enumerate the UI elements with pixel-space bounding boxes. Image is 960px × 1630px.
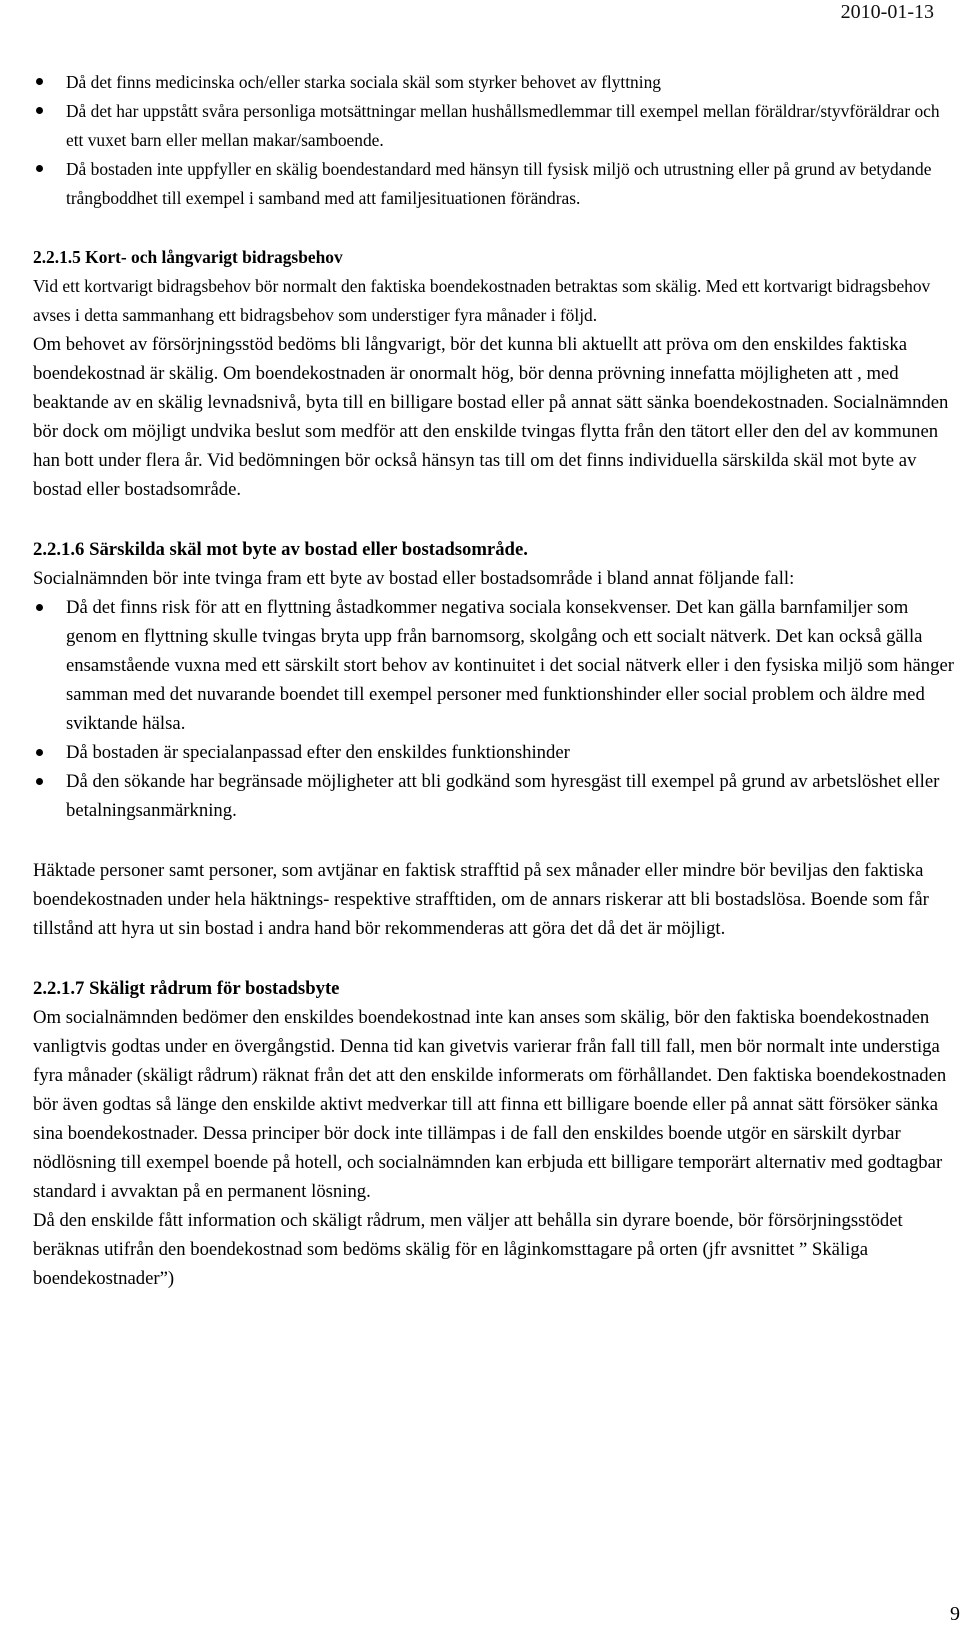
section-heading-2215: 2.2.1.5 Kort- och långvarigt bidragsbehov [33,247,343,267]
list-item: Då det finns medicinska och/eller starka sociala skäl som styrker behovet av flyttning [33,68,960,97]
list-item: Då bostaden inte uppfyller en skälig boendestandard med hänsyn till fysisk miljö och utrustning eller på grund av betydande trångboddhet till exempel i samband med att familjesituationen förändras. [33,155,960,213]
list-item: Då det finns risk för att en flyttning åstadkommer negativa sociala konsekvenser. Det kan gälla barnfamiljer som genom en flyttning skulle tvingas bryta upp från barnomsorg, skolgång och ett socialt nätverk. Det kan också gälla ensamstående vuxna med ett särskilt stort behov av kontinuitet i det social nätverk eller i den fysiska miljö som hänger samman med det nuvarande boendet till exempel personer med funktionshinder eller social problem och äldre med sviktande hälsa. [33,593,960,738]
list-item: Då den sökande har begränsade möjligheter att bli godkänd som hyresgäst till exempel på grund av arbetslöshet eller betalningsanmärkning. [33,767,960,825]
paragraph: Då den enskilde fått information och skäligt rådrum, men väljer att behålla sin dyrare boende, bör försörjningsstödet beräknas utifrån den boendekostnad som bedöms skälig för en låginkomsttagare på orten (jfr avsnittet ” Skäliga boendekostnader”) [33,1210,903,1289]
section-heading-2216: 2.2.1.6 Särskilda skäl mot byte av bostad eller bostadsområde. [33,539,528,560]
paragraph: Om socialnämnden bedömer den enskildes boendekostnad inte kan anses som skälig, bör den faktiska boendekostnaden vanligtvis godtas under en övergångstid. Denna tid kan givetvis varierar från fall till fall, men bör normalt inte understiga fyra månader (skäligt rådrum) räknat från det att den enskilde informerats om förhållandet. Den faktiska boendekostnaden bör även godtas så länge den enskilde aktivt medverkar till att finna ett billigare boende eller på annat sätt försöker sänka sina boendekostnader. Dessa principer bör dock inte tillämpas i de fall den enskildes boende utgör en särskilt dyrbar nödlösning till exempel boende på hotell, och socialnämnden kan erbjuda ett billigare temporärt alternativ med godtagbar standard i avvaktan på en permanent lösning. [33,1007,947,1202]
section-heading-2217: 2.2.1.7 Skäligt rådrum för bostadsbyte [33,978,340,999]
bullet-list [33,593,960,825]
list-item: Då det har uppstått svåra personliga motsättningar mellan hushållsmedlemmar till exempel mellan föräldrar/styvföräldrar och ett vuxet barn eller mellan makar/samboende. [33,97,960,155]
paragraph: Socialnämnden bör inte tvinga fram ett byte av bostad eller bostadsområde i bland annat följande fall: [33,568,795,589]
paragraph: Vid ett kortvarigt bidragsbehov bör normalt den faktiska boendekostnaden betraktas som skälig. Med ett kortvarigt bidragsbehov avses i detta sammanhang ett bidragsbehov som understiger fyra månader i följd. [33,276,931,325]
document-body [33,68,960,1293]
top-bullet-list [33,68,960,213]
paragraph: Häktade personer samt personer, som avtjänar en faktisk strafftid på sex månader eller mindre bör beviljas den faktiska boendekostnaden under hela häktnings- respektive strafftiden, om de annars riskerar att bli bostadslösa. Boende som får tillstånd att hyra ut sin bostad i andra hand bör rekommenderas att göra det då det är möjligt. [33,860,929,939]
paragraph: Om behovet av försörjningsstöd bedöms bli långvarigt, bör det kunna bli aktuellt att pröva om den enskildes faktiska boendekostnad är skälig. Om boendekostnaden är onormalt hög, bör denna prövning innefatta möjligheten att , med beaktande av en skälig levnadsnivå, byta till en billigare bostad eller på annat sätt sänka boendekostnaden. Socialnämnden bör dock om möjligt undvika beslut som medför att den enskilde tvingas flytta från den tätort eller den del av kommunen han bott under flera år. Vid bedömningen bör också hänsyn tas till om det finns individuella särskilda skäl mot byte av bostad eller bostadsområde. [33,334,949,500]
header-date: 2010-01-13 [840,1,934,23]
list-item: Då bostaden är specialanpassad efter den enskildes funktionshinder [33,738,960,767]
page-number: 9 [950,1603,960,1625]
